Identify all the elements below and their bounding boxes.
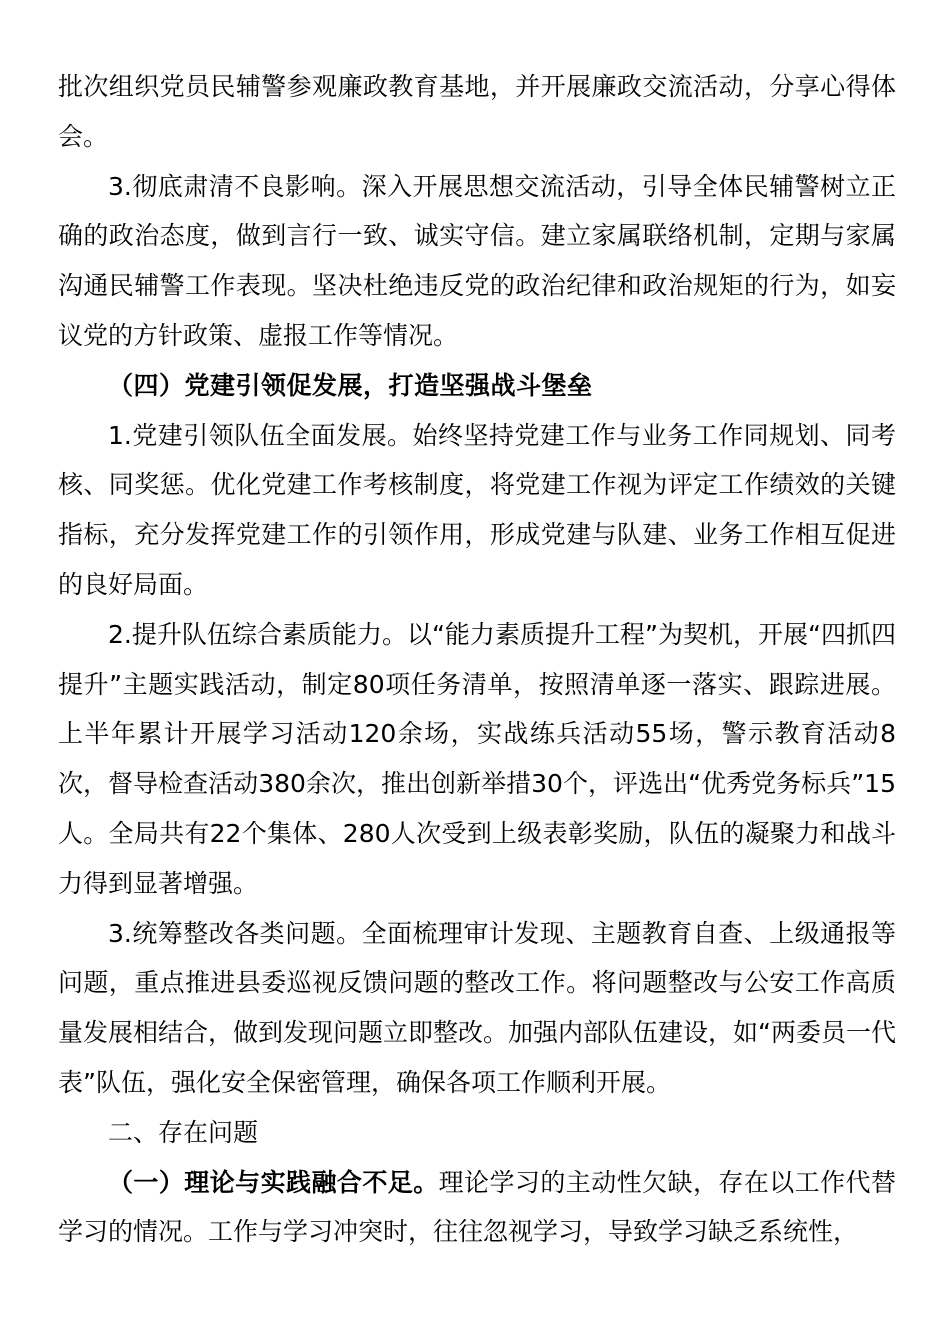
document-page (58, 62, 896, 1257)
paragraph-item-3-influence: 3.彻底肃清不良影响。深入开展思想交流活动，引导全体民辅警树立正确的政治态度，做到言行一致、诚实守信。建立家属联络机制，定期与家属沟通民辅警工作表现。坚决杜绝违反党的政治纪律和政治规矩的行为，如妄议党的方针政策、虚报工作等情况。 (58, 171, 896, 350)
section-heading-4: （四）党建引领促发展，打造坚强战斗堡垒 (108, 370, 593, 400)
paragraph-item-3-rectification: 3.统筹整改各类问题。全面梳理审计发现、主题教育自查、上级通报等问题，重点推进县委巡视反馈问题的整改工作。将问题整改与公安工作高质量发展相结合，做到发现问题立即整改。加强内部队伍建设，如“两委员一代表”队伍，强化安全保密管理，确保各项工作顺利开展。 (58, 918, 896, 1097)
paragraph-item-2-capability: 2.提升队伍综合素质能力。以“能力素质提升工程”为契机，开展“四抓四提升”主题实践活动，制定80项任务清单，按照清单逐一落实、跟踪进展。上半年累计开展学习活动120余场，实战练兵活动55场，警示教育活动8次，督导检查活动380余次，推出创新举措30个，评选出“优秀党务标兵”15人。全局共有22个集体、280人次受到上级表彰奖励，队伍的凝聚力和战斗力得到显著增强。 (58, 619, 896, 898)
paragraph-item-1-party-building: 1.党建引领队伍全面发展。始终坚持党建工作与业务工作同规划、同考核、同奖惩。优化党建工作考核制度，将党建工作视为评定工作绩效的关键指标，充分发挥党建工作的引领作用，形成党建与队建、业务工作相互促进的良好局面。 (58, 420, 896, 599)
paragraph-problem-1 (58, 1158, 896, 1258)
part-heading-problems: 二、存在问题 (108, 1117, 259, 1147)
problem-1-lead: （一）理论与实践融合不足。 (108, 1167, 439, 1197)
paragraph-continuation: 批次组织党员民辅警参观廉政教育基地，并开展廉政交流活动，分享心得体会。 (58, 72, 896, 151)
problem-1-text: 理论学习的主动性欠缺，存在以工作代替学习的情况。工作与学习冲突时，往往忽视学习，导致学习缺乏系统性， (58, 1167, 896, 1247)
